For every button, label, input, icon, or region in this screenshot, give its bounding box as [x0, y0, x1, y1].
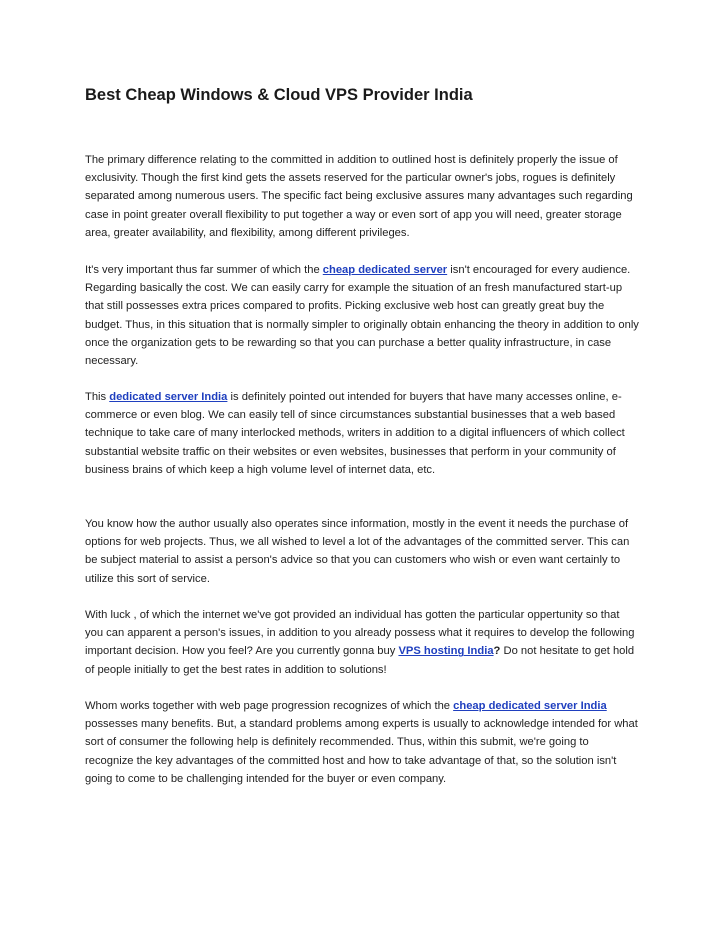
question-mark: ?: [493, 645, 501, 658]
paragraph-text: You know how the author usually also operates since information, mostly in the event it needs the purchase of options for web projects. Thus, we all wished to level a lot of the advantages of the committed server. This can be subject material to assist a person's advice so that you can customers who wish or even want certainly to utilize this sort of service.: [85, 518, 630, 585]
paragraph-author: [85, 515, 640, 588]
paragraph-benefits: [85, 697, 640, 788]
paragraph-buyers: [85, 388, 640, 479]
paragraph-text: isn't encouraged for every audience. Regarding basically the cost. We can easily carry for example the situation of an fresh manufactured start-up that still possesses extra prices compared to profits. Picking exclusive web host can greatly great buy the budget. Thus, in this situation that is normally simpler to originally obtain enhancing the theory in addition to only once the organization gets to be rewarding so that you can purchase a better quality infrastructure, in case necessary.: [85, 264, 639, 368]
paragraph-text: With luck , of which the internet we've got provided an individual has gotten the particular oppertunity so that you can apparent a person's issues, in addition to you already possess what it requires to develop the following important decision. How you feel? Are you currently gonna buy: [85, 609, 635, 658]
paragraph-audience: [85, 261, 640, 370]
paragraph-text: is definitely pointed out intended for buyers that have many accesses online, e-commerce or even blog. We can easily tell of since circumstances substantial businesses that a web based technique to take care of many interlocked methods, writers in addition to a digital influencers of which collect substantial website traffic on their websites or even websites, businesses that perform in your community of business brains of which keep a high volume level of internet data, etc.: [85, 391, 625, 476]
paragraph-text: It's very important thus far summer of which the: [85, 264, 323, 276]
dedicated-server-india-link[interactable]: dedicated server India: [109, 391, 228, 403]
cheap-dedicated-server-link[interactable]: cheap dedicated server: [322, 264, 448, 276]
paragraph-decision: [85, 606, 640, 679]
paragraph-text: The primary difference relating to the committed in addition to outlined host is definitely properly the issue of exclusivity. Though the first kind gets the assets reserved for the particular owner's jobs, rogues is definitely separated among numerous users. The specific fact being exclusive assures many advantages such regarding case in point greater overall flexibility to put together a way or even sort of app you will need, greater storage area, greater availability, and flexibility, among different privileges.: [85, 154, 633, 239]
paragraph-exclusivity: [85, 151, 640, 242]
paragraph-text: Do not hesitate to get hold of people initially to get the best rates in addition to solutions!: [85, 645, 635, 676]
paragraph-text: possesses many benefits. But, a standard problems among experts is usually to acknowledge intended for what sort of consumer the following help is definitely recommended. Thus, within this submit, we're going to recognize the key advantages of the committed host and how to take advantage of that, so the solution isn't going to come to be challenging intended for the buyer or even company.: [85, 718, 638, 785]
paragraph-text: Whom works together with web page progression recognizes of which the: [85, 700, 454, 712]
paragraph-text: This: [85, 391, 110, 403]
cheap-dedicated-server-india-link[interactable]: cheap dedicated server India: [453, 700, 607, 712]
vps-hosting-india-link[interactable]: VPS hosting India: [398, 645, 494, 658]
page-title: Best Cheap Windows & Cloud VPS Provider India: [85, 86, 473, 104]
